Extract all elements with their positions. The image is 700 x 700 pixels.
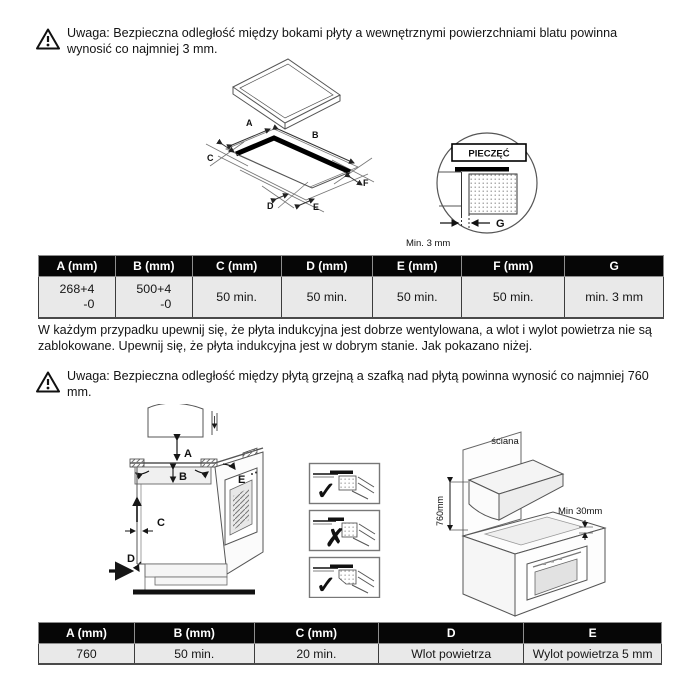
warning-text-2: Uwaga: Bezpieczna odległość między płytą grzejną a szafką nad płytą powinna wynosić co najmniej 760 mm. — [67, 369, 649, 399]
table-header-row — [39, 256, 664, 277]
col-header-e: E (mm) — [373, 256, 462, 277]
mounting-examples-diagram — [308, 462, 382, 598]
cabinet-ventilation-diagram — [75, 404, 285, 604]
cell-b: 50 min. — [134, 644, 254, 665]
example-wrong — [310, 511, 380, 553]
cell-b: 500+4 -0 — [115, 277, 192, 319]
clearance-dimensions-table — [38, 622, 662, 665]
col-header-e: E — [524, 623, 662, 644]
cell-e: 50 min. — [373, 277, 462, 319]
warning-icon — [36, 371, 60, 393]
detail-title: PIECZĘĆ — [468, 148, 510, 160]
dim-label-d: D — [267, 201, 274, 211]
hob-cutout-diagram — [182, 58, 407, 253]
detail-note: Min. 3 mm — [406, 238, 451, 249]
cell-a: 760 — [39, 644, 135, 665]
cross-mark: ✗ — [325, 525, 346, 552]
cell-c: 50 min. — [192, 277, 281, 319]
table-header-row — [39, 623, 662, 644]
col-header-g: G — [565, 256, 664, 277]
edge-gap-detail-diagram — [398, 130, 578, 252]
ventilation-paragraph: W każdym przypadku upewnij się, że płyta indukcyjna jest dobrze wentylowana, a wlot i wylot powietrza nie są zablokowane. Upewnij się, że płyta indukcyjna jest w dobrym stanie. Jak pokazano niżej. — [38, 323, 652, 354]
example-correct-1 — [310, 464, 380, 506]
cell-e: Wylot powietrza 5 mm — [524, 644, 662, 665]
height-dimension-label: 760mm — [435, 495, 445, 526]
cell-d: 50 min. — [281, 277, 373, 319]
dim-label-a2: A — [184, 448, 192, 460]
col-header-c: C (mm) — [192, 256, 281, 277]
wall-label: ściana — [491, 436, 519, 447]
col-header-a: A (mm) — [39, 623, 135, 644]
dim-label-b: B — [312, 130, 319, 140]
col-header-d: D — [379, 623, 524, 644]
col-header-f: F (mm) — [462, 256, 565, 277]
col-header-c: C (mm) — [254, 623, 379, 644]
hood-clearance-diagram — [435, 424, 665, 624]
dim-label-d2: D — [127, 553, 135, 565]
gap-dimension-label: Min 30mm — [558, 506, 603, 517]
warning-block-1 — [36, 26, 661, 57]
dim-label-f: F — [363, 178, 369, 188]
table-row — [39, 277, 664, 319]
col-header-d: D (mm) — [281, 256, 373, 277]
dim-label-e2: E — [238, 474, 246, 486]
cell-f: 50 min. — [462, 277, 565, 319]
cell-a: 268+4 -0 — [39, 277, 116, 319]
check-mark: ✓ — [316, 572, 337, 598]
warning-icon — [36, 28, 60, 50]
example-correct-2 — [310, 558, 380, 599]
warning-text-1: Uwaga: Bezpieczna odległość między bokami płyty a wewnętrznymi powierzchniami blatu powinna wynosić co najmniej 3 mm. — [67, 26, 618, 56]
check-mark: ✓ — [316, 478, 337, 505]
col-header-b: B (mm) — [134, 623, 254, 644]
cell-g: min. 3 mm — [565, 277, 664, 319]
dim-label-b2: B — [179, 471, 187, 483]
col-header-a: A (mm) — [39, 256, 116, 277]
dim-label-g: G — [496, 218, 505, 230]
cell-d: Wlot powietrza — [379, 644, 524, 665]
table-row — [39, 644, 662, 665]
cell-c: 20 min. — [254, 644, 379, 665]
dim-label-c2: C — [157, 517, 165, 529]
warning-block-2 — [36, 369, 661, 400]
dim-label-a: A — [246, 118, 253, 128]
dim-label-c: C — [207, 153, 214, 163]
dim-label-e: E — [313, 202, 320, 212]
col-header-b: B (mm) — [115, 256, 192, 277]
cutout-dimensions-table — [38, 255, 664, 319]
